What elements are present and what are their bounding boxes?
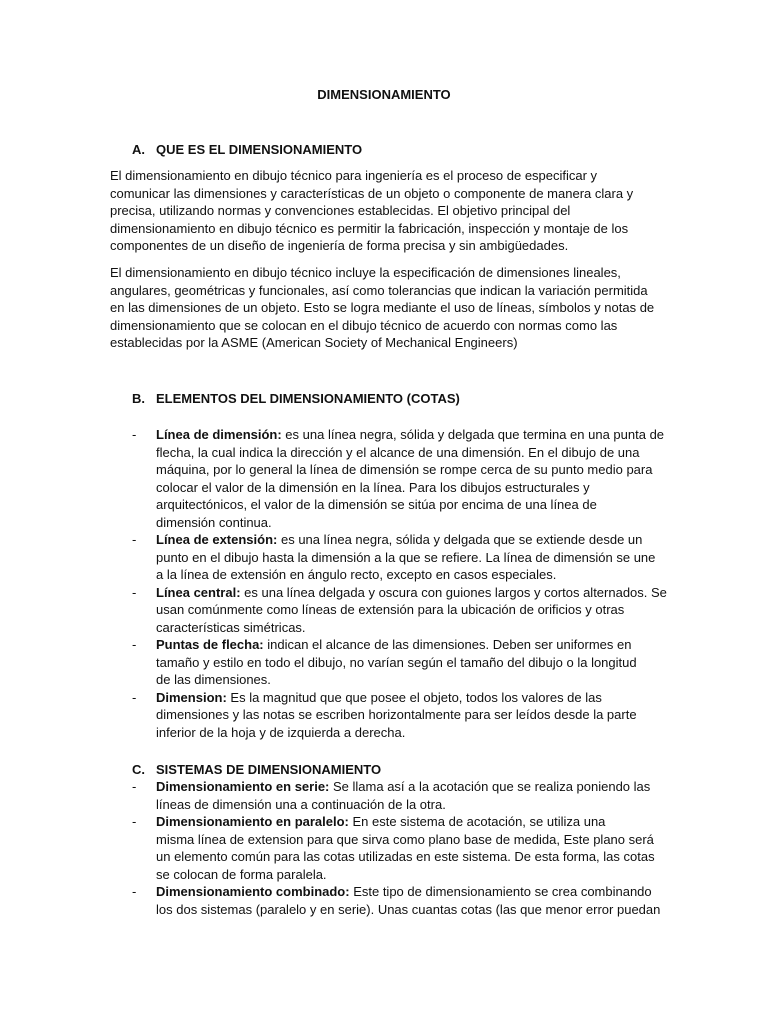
item-term: Dimensionamiento en serie: (156, 779, 330, 794)
list-item (132, 426, 665, 531)
text-line: dimensiones y las notas se escriben horizontalmente para ser leídos desde la parte (156, 707, 637, 722)
text-line: misma línea de extension para que sirva como plano base de medida, Este plano será (156, 831, 654, 847)
text-line: es una línea negra, sólida y delgada que termina en una punta de (281, 427, 665, 442)
text-line: dimensión continua. (156, 514, 272, 530)
section-letter: A. (132, 142, 145, 157)
text-line: los dos sistemas (paralelo y en serie). Unas cuantas cotas (las que menor error puedan (156, 901, 661, 917)
text-line: componentes de un diseño de ingeniería de forma precisa y sin ambigüedades. (110, 238, 569, 253)
item-term: Línea de extensión: (156, 532, 278, 547)
item-term: Línea central: (156, 584, 241, 600)
text-line: Se llama así a la acotación que se realiza poniendo las (329, 779, 651, 794)
text-line: a la línea de extensión en ángulo recto, excepto en casos especiales. (156, 567, 557, 582)
section-letter: C. (132, 762, 145, 777)
section-c-list (132, 778, 662, 918)
text-line: tamaño y estilo en todo el dibujo, no varían según el tamaño del dibujo o la longitud (156, 654, 637, 670)
text-line: colocar el valor de la dimensión en la línea. Para los dibujos estructurales y (156, 479, 590, 495)
item-term: Dimensionamiento combinado: (156, 884, 350, 899)
list-item (132, 584, 667, 637)
item-term: Dimensionamiento en paralelo: (156, 814, 349, 829)
dash-bullet: - (132, 637, 137, 652)
list-item (132, 531, 662, 584)
text-line: es una línea delgada y oscura con guiones largos y cortos alternados. Se (240, 584, 667, 600)
section-b-heading (132, 390, 460, 407)
text-line: arquitectónicos, el valor de la dimensión se sitúa por encima de una línea de (156, 497, 597, 512)
list-item (132, 689, 662, 742)
text-line: flecha, la cual indica la dirección y el alcance de una dimensión. En el dibujo de una (156, 444, 640, 460)
item-term: Línea de dimensión: (156, 427, 282, 442)
text-line: dimensionamiento en dibujo técnico es permitir la fabricación, inspección y montaje de los (110, 220, 629, 236)
text-line: es una línea negra, sólida y delgada que se extiende desde un (277, 532, 643, 547)
text-line: precisa, utilizando normas y convenciones establecidas. El objetivo principal del (110, 203, 571, 218)
text-line: El dimensionamiento en dibujo técnico para ingeniería es el proceso de especificar y (110, 168, 598, 183)
list-item (132, 813, 662, 883)
section-a-heading (132, 141, 362, 158)
text-line: dimensionamiento que se colocan en el dibujo técnico de acuerdo con normas como las (110, 317, 618, 333)
section-title: SISTEMAS DE DIMENSIONAMIENTO (156, 762, 382, 777)
dash-bullet: - (132, 584, 137, 600)
section-title: ELEMENTOS DEL DIMENSIONAMIENTO (COTAS) (156, 391, 460, 406)
section-letter: B. (132, 391, 145, 406)
text-line: inferior de la hoja y de izquierda a derecha. (156, 724, 406, 740)
item-term: Dimension: (156, 689, 227, 705)
dash-bullet: - (132, 814, 137, 829)
text-line: en las dimensiones de un objeto. Esto se logra mediante el uso de líneas, símbolos y notas de (110, 300, 655, 315)
section-title: QUE ES EL DIMENSIONAMIENTO (156, 142, 363, 157)
section-a-paragraph-1 (110, 167, 658, 255)
text-line: indican el alcance de las dimensiones. Deben ser uniformes en (263, 637, 632, 652)
text-line: comunicar las dimensiones y características de un objeto o componente de manera clara y (110, 185, 634, 201)
dash-bullet: - (132, 884, 137, 899)
text-line: se colocan de forma paralela. (156, 866, 327, 882)
text-line: un elemento común para las cotas utilizadas en este sistema. De esta forma, las cotas (156, 849, 655, 864)
text-line: angulares, geométricas y funcionales, así como tolerancias que indican la variación permitida (110, 282, 648, 298)
item-term: Puntas de flecha: (156, 637, 264, 652)
document-title: DIMENSIONAMIENTO (317, 87, 451, 102)
text-line: de las dimensiones. (156, 672, 271, 687)
list-item (132, 778, 662, 813)
section-b-list (132, 426, 667, 741)
text-line: punto en el dibujo hasta la dimensión a la que se refiere. La línea de dimensión se une (156, 549, 656, 565)
list-item (132, 636, 662, 689)
text-line: usan comúnmente como líneas de extensión para la ubicación de orificios y otras (156, 602, 625, 617)
dash-bullet: - (132, 779, 137, 794)
list-item (132, 883, 662, 918)
text-line: El dimensionamiento en dibujo técnico incluye la especificación de dimensiones lineales, (110, 265, 621, 280)
text-line: establecidas por la ASME (American Society of Mechanical Engineers) (110, 335, 518, 350)
dash-bullet: - (132, 532, 137, 547)
text-line: líneas de dimensión una a continuación de la otra. (156, 796, 446, 812)
dash-bullet: - (132, 689, 137, 705)
section-a-paragraph-2 (110, 264, 658, 352)
text-line: En este sistema de acotación, se utiliza una (348, 814, 606, 829)
text-line: máquina, por lo general la línea de dimensión se rompe cerca de su punto medio para (156, 462, 653, 477)
text-line: características simétricas. (156, 619, 306, 635)
text-line: Es la magnitud que que posee el objeto, todos los valores de las (226, 689, 602, 705)
dash-bullet: - (132, 427, 137, 442)
section-c-heading (132, 761, 381, 778)
text-line: Este tipo de dimensionamiento se crea combinando (349, 884, 652, 899)
